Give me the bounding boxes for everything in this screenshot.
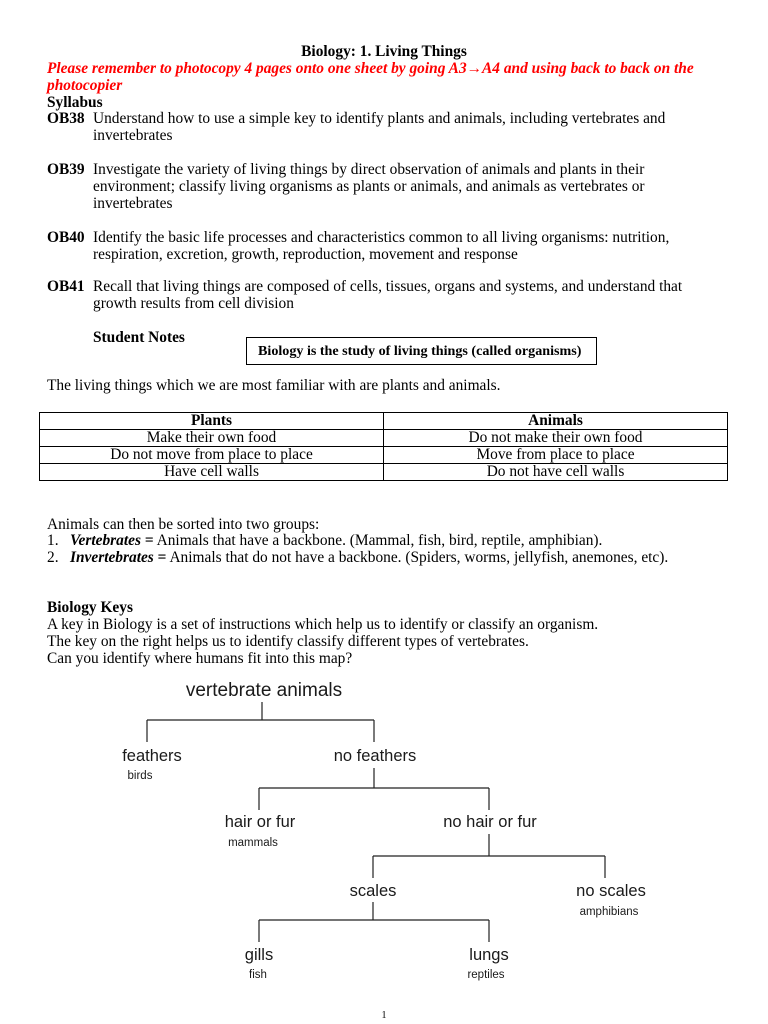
definition-box: Biology is the study of living things (called organisms) bbox=[246, 337, 597, 365]
objective-item bbox=[47, 278, 722, 312]
objective-text: Investigate the variety of living things by direct observation of animals and plants in their environment; classify living organisms as plants or animals, and animals as vertebrates or invertebrates bbox=[93, 161, 645, 212]
syllabus-heading: Syllabus bbox=[47, 94, 103, 111]
objective-item bbox=[47, 229, 722, 263]
list-number: 1. bbox=[47, 532, 59, 549]
group-term: Vertebrates bbox=[70, 532, 141, 549]
page-title: Biology: 1. Living Things bbox=[301, 43, 467, 60]
list-item bbox=[47, 549, 668, 566]
objective-item bbox=[47, 161, 722, 212]
key-node-no-scales: no scales bbox=[576, 882, 646, 900]
objective-code: OB40 bbox=[47, 229, 85, 246]
table-header-cell: Plants bbox=[40, 413, 384, 430]
table-row bbox=[40, 447, 728, 464]
objective-code: OB38 bbox=[47, 110, 85, 127]
notes-intro-text: The living things which we are most familiar with are plants and animals. bbox=[47, 377, 501, 394]
key-node-scales: scales bbox=[349, 882, 397, 900]
key-result-mammals: mammals bbox=[228, 837, 278, 849]
table-cell: Make their own food bbox=[40, 430, 384, 447]
biology-keys-heading: Biology Keys bbox=[47, 599, 133, 616]
group-term: Invertebrates bbox=[70, 549, 154, 566]
key-node-lungs: lungs bbox=[469, 946, 509, 964]
paragraph-line: Can you identify where humans fit into this map? bbox=[47, 650, 353, 667]
group-definition: Animals that do not have a backbone. (Spiders, worms, jellyfish, anemones, etc). bbox=[169, 549, 669, 566]
equals-sign: = bbox=[157, 549, 167, 566]
objective-code: OB41 bbox=[47, 278, 85, 295]
list-item bbox=[47, 532, 602, 549]
paragraph-line: A key in Biology is a set of instructions which help us to identify or classify an organism. bbox=[47, 616, 599, 633]
plants-animals-table bbox=[39, 412, 728, 481]
table-row bbox=[40, 430, 728, 447]
list-number: 2. bbox=[47, 549, 59, 566]
key-result-reptiles: reptiles bbox=[467, 969, 505, 981]
table-row bbox=[40, 464, 728, 481]
objective-item bbox=[47, 110, 722, 144]
key-result-amphibians: amphibians bbox=[579, 906, 639, 918]
biology-keys-text bbox=[47, 616, 722, 667]
table-cell: Do not have cell walls bbox=[384, 464, 728, 481]
table-cell: Move from place to place bbox=[384, 447, 728, 464]
objective-code: OB39 bbox=[47, 161, 85, 178]
key-root-label: vertebrate animals bbox=[185, 680, 343, 701]
table-header-cell: Animals bbox=[384, 413, 728, 430]
key-node-hair-or-fur: hair or fur bbox=[224, 813, 296, 831]
key-node-feathers: feathers bbox=[122, 747, 182, 765]
objective-text: Understand how to use a simple key to identify plants and animals, including vertebrates and invertebrates bbox=[93, 110, 666, 144]
key-node-no-hair-or-fur: no hair or fur bbox=[443, 813, 537, 831]
group-definition: Animals that have a backbone. (Mammal, fish, bird, reptile, amphibian). bbox=[156, 532, 603, 549]
objective-text: Recall that living things are composed of cells, tissues, organs and systems, and understand that growth results from cell division bbox=[93, 278, 683, 312]
table-cell: Have cell walls bbox=[40, 464, 384, 481]
key-result-birds: birds bbox=[127, 770, 153, 782]
table-header-row bbox=[40, 413, 728, 430]
table-cell: Do not make their own food bbox=[384, 430, 728, 447]
table-cell: Do not move from place to place bbox=[40, 447, 384, 464]
groups-intro-text: Animals can then be sorted into two groups: bbox=[47, 516, 320, 533]
student-notes-heading: Student Notes bbox=[93, 329, 185, 346]
objective-text: Identify the basic life processes and characteristics common to all living organisms: nutrition, respiration, excretion, growth, reproduction, movement and response bbox=[93, 229, 670, 263]
photocopy-notice: Please remember to photocopy 4 pages onto one sheet by going A3→A4 and using back to back on the photocopier bbox=[47, 60, 694, 94]
equals-sign: = bbox=[144, 532, 154, 549]
page-number: 1 bbox=[381, 1010, 387, 1021]
key-result-fish: fish bbox=[249, 969, 267, 981]
key-node-no-feathers: no feathers bbox=[333, 747, 417, 765]
key-node-gills: gills bbox=[244, 946, 274, 964]
paragraph-line: The key on the right helps us to identify classify different types of vertebrates. bbox=[47, 633, 529, 650]
